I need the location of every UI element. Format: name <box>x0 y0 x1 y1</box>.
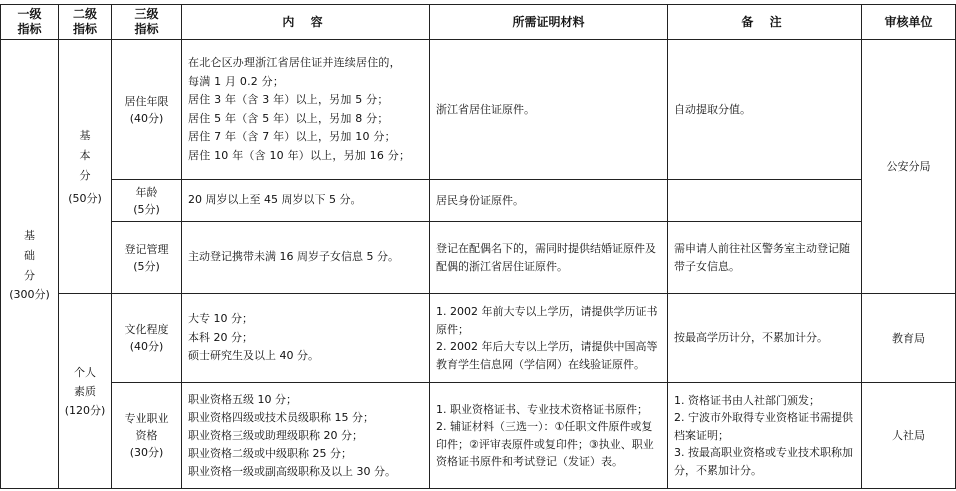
basic-unit: 公安分局 <box>886 160 931 173</box>
row-education-name-cell <box>112 294 181 382</box>
header-remarks: 备 注 <box>741 14 788 29</box>
row-age-remarks <box>668 180 861 221</box>
row-qualification-name: 专业职业 资格 <box>124 412 169 442</box>
basic-cell <box>59 40 111 293</box>
level1-cell <box>1 40 58 488</box>
row-education-content: 大专 10 分； 本科 20 分； 硕士研究生及以上 40 分。 <box>188 312 319 363</box>
row-qualification-unit: 人社局 <box>892 429 925 442</box>
header-unit: 审核单位 <box>884 14 933 29</box>
row-qualification-score: (30分) <box>129 446 164 459</box>
row-registration-remarks: 需申请人前往社区警务室主动登记随带子女信息。 <box>674 242 850 273</box>
row-residence-materials: 浙江省居住证原件。 <box>436 102 535 116</box>
personal-name: 个人 素质 (120分) <box>64 365 106 417</box>
h-line-bottom <box>0 488 956 489</box>
level1-score: (300分) <box>9 287 50 301</box>
row-registration-name-cell <box>112 222 181 293</box>
row-education-materials: 1. 2002 年前大专以上学历，请提供学历证书原件； 2. 2002 年后大专以上学历，请提供中国高等教育学生信息网（学信网）在线验证原件。 <box>436 305 658 371</box>
row-qualification-name-cell <box>112 383 181 488</box>
basic-score: (50分) <box>68 192 102 205</box>
row-education-unit: 教育局 <box>892 331 925 345</box>
header-level3: 三级 指标 <box>134 7 159 36</box>
row-age-score: (5分) <box>133 202 160 216</box>
row-age-name: 年龄 <box>135 185 158 199</box>
row-residence-score: (40分) <box>129 111 164 125</box>
header-content: 内 容 <box>282 14 329 29</box>
row-qualification-content: 职业资格五级 10 分； 职业资格四级或技术员级职称 15 分； 职业资格三级或助理级职称 20 分； 职业资格二级或中级职称 25 分； 职业资格一级或副高级职称及以上 30 分。 <box>188 392 396 478</box>
row-residence-name-cell <box>112 40 181 179</box>
row-qualification-remarks: 1. 资格证书由人社部门颁发； 2. 宁波市外取得专业资格证书需提供档案证明； 3. 按最高职业资格或专业技术职称加分，不累加计分。 <box>674 393 853 477</box>
basic-name: 基 本 分 <box>79 129 91 182</box>
row-residence-content: 在北仑区办理浙江省居住证并连续居住的， 每满 1 月 0.2 分； 居住 3 年（含 3 年）以上，另加 5 分； 居住 5 年（含 5 年）以上，另加 8 分； 居住 7 年（含 7 年）以上，另加 10 分； 居住 10 年（含 10 年）以上，另加 16 分； <box>188 56 411 162</box>
row-registration-content: 主动登记携带未满 16 周岁子女信息 5 分。 <box>188 250 399 264</box>
level1-name: 基 础 分 <box>24 228 35 282</box>
row-age-name-cell <box>112 180 181 221</box>
row-residence-remarks: 自动提取分值。 <box>674 102 751 116</box>
row-registration-materials: 登记在配偶名下的，需同时提供结婚证原件及配偶的浙江省居住证原件。 <box>436 242 656 273</box>
row-education-name: 文化程度 <box>124 323 169 336</box>
row-age-content: 20 周岁以上至 45 周岁以下 5 分。 <box>188 193 362 207</box>
header-level1: 一级 指标 <box>17 7 42 36</box>
row-qualification-materials: 1. 职业资格证书、专业技术资格证书原件； 2. 辅证材料（三选一）：①任职文件原件或复印件；②评审表原件或复印件；③执业、职业资格证书原件和考试登记（发证）表。 <box>436 402 654 468</box>
header-materials: 所需证明材料 <box>512 14 585 29</box>
header-level2: 二级 指标 <box>72 7 97 36</box>
row-registration-name: 登记管理 <box>124 242 169 256</box>
row-education-score: (40分) <box>129 340 164 353</box>
row-registration-score: (5分) <box>133 259 160 273</box>
row-education-remarks: 按最高学历计分，不累加计分。 <box>674 331 828 345</box>
row-age-materials: 居民身份证原件。 <box>436 193 524 207</box>
row-residence-name: 居住年限 <box>124 94 169 108</box>
